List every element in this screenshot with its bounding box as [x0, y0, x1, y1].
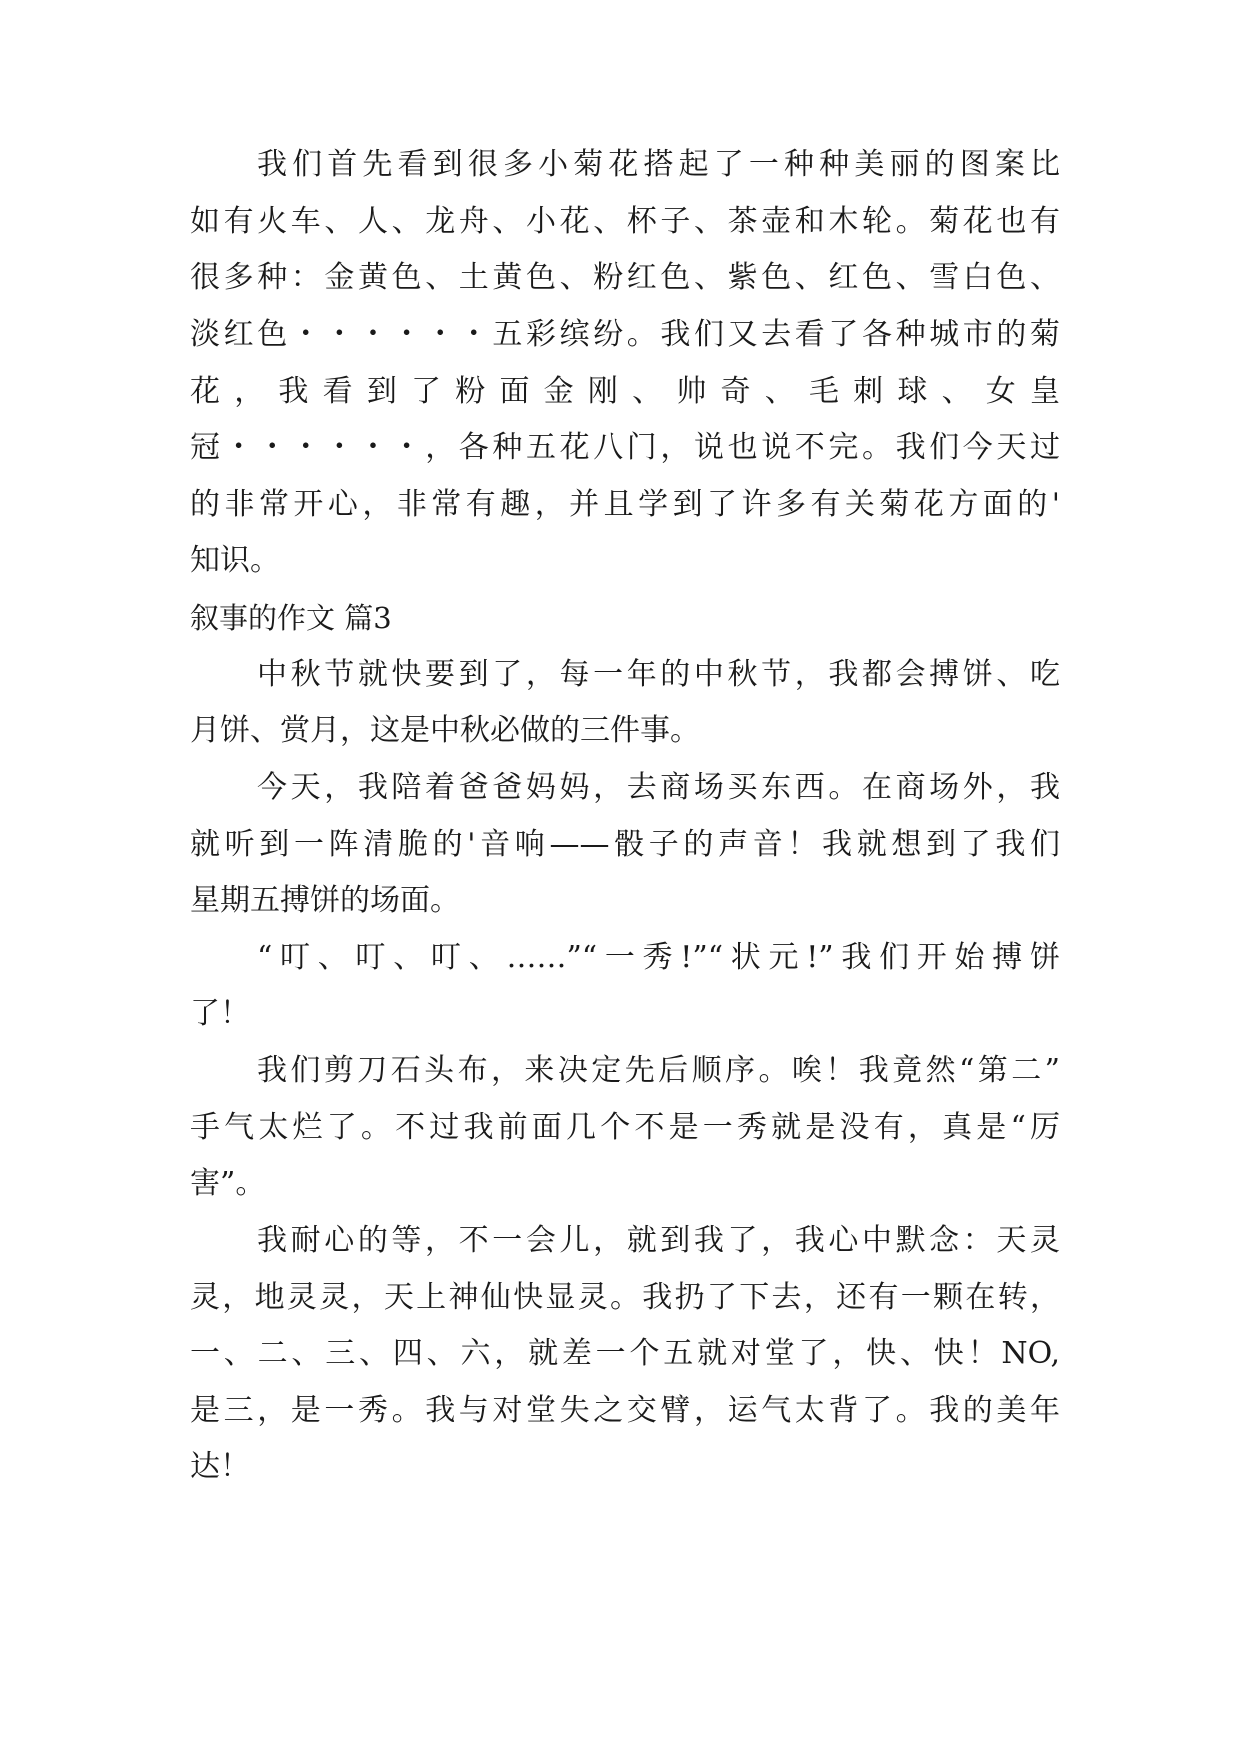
paragraph-line: 一、二、三、四、六，就差一个五就对堂了，快、快！NO,: [190, 1336, 1060, 1371]
paragraph-line: 中秋节就快要到了，每一年的中秋节，我都会搏饼、吃: [257, 657, 1060, 692]
paragraph-line: 淡红色・・・・・・五彩缤纷。我们又去看了各种城市的菊: [190, 317, 1060, 352]
paragraph-line: 灵，地灵灵，天上神仙快显灵。我扔了下去，还有一颗在转，: [190, 1280, 1060, 1315]
paragraph-line: 我耐心的等，不一会儿，就到我了，我心中默念：天灵: [257, 1223, 1060, 1258]
paragraph-line: 害”。: [190, 1166, 266, 1201]
paragraph-line: 达！: [190, 1449, 250, 1484]
paragraph-line: 就听到一阵清脆的'音响——骰子的声音！我就想到了我们: [190, 827, 1060, 862]
paragraph-line: 手气太烂了。不过我前面几个不是一秀就是没有，真是“厉: [190, 1110, 1060, 1145]
paragraph-line: 月饼、赏月，这是中秋必做的三件事。: [190, 713, 700, 748]
paragraph-line: 花，我看到了粉面金刚、帅奇、毛刺球、女皇: [190, 374, 1060, 409]
paragraph-line: 今天，我陪着爸爸妈妈，去商场买东西。在商场外，我: [257, 770, 1060, 805]
paragraph-line: 我们剪刀石头布，来决定先后顺序。唉！我竟然“第二”: [257, 1053, 1060, 1088]
paragraph-line: 很多种：金黄色、土黄色、粉红色、紫色、红色、雪白色、: [190, 260, 1060, 295]
paragraph-line: 星期五搏饼的场面。: [190, 883, 460, 918]
paragraph-line: 的非常开心，非常有趣，并且学到了许多有关菊花方面的': [190, 487, 1060, 522]
paragraph-line: 冠・・・・・・，各种五花八门，说也说不完。我们今天过: [190, 430, 1060, 465]
section-heading: 叙事的作文 篇3: [190, 601, 392, 635]
paragraph-line: “叮、叮、叮、……”“一秀!”“状元!”我们开始搏饼: [257, 940, 1060, 975]
paragraph-line: 如有火车、人、龙舟、小花、杯子、茶壶和木轮。菊花也有: [190, 204, 1060, 239]
paragraph-line: 是三，是一秀。我与对堂失之交臂，运气太背了。我的美年: [190, 1393, 1060, 1428]
paragraph-line: 知识。: [190, 543, 280, 578]
paragraph-line: 我们首先看到很多小菊花搭起了一种种美丽的图案比: [257, 147, 1060, 182]
paragraph-line: 了！: [190, 996, 250, 1031]
